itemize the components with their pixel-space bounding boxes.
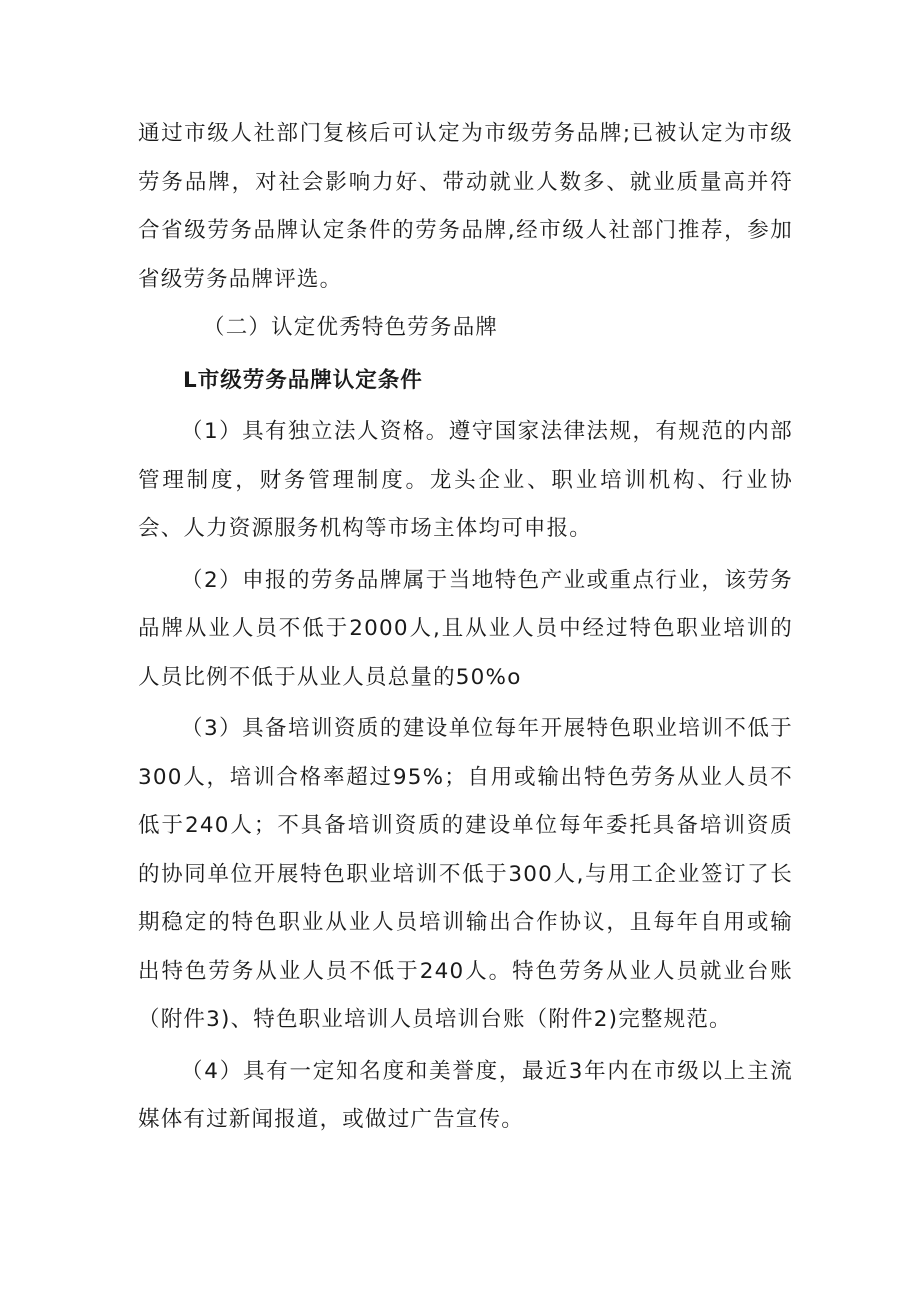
- intro-paragraph: 通过市级人社部门复核后可认定为市级劳务品牌;已被认定为市级劳务品牌，对社会影响力好、带动就业人数多、就业质量高并符合省级劳务品牌认定条件的劳务品牌,经市级人社部门推荐，参加省级劳务品牌评选。: [138, 121, 793, 292]
- document-body: [138, 110, 793, 1145]
- condition-item-2: （2）申报的劳务品牌属于当地特色产业或重点行业，该劳务品牌从业人员不低于2000人,且从业人员中经过特色职业培训的人员比例不低于从业人员总量的50%o: [138, 567, 793, 690]
- condition-item-3: （3）具备培训资质的建设单位每年开展特色职业培训不低于300人，培训合格率超过95%；自用或输出特色劳务从业人员不低于240人；不具备培训资质的建设单位每年委托具备培训资质的协同单位开展特色职业培训不低于300人,与用工企业签订了长期稳定的特色职业从业人员培训输出合作协议，且每年自用或输出特色劳务从业人员不低于240人。特色劳务从业人员就业台账（附件3)、特色职业培训人员培训台账（附件2)完整规范。: [138, 716, 793, 1032]
- condition-item-4: （4）具有一定知名度和美誉度，最近3年内在市级以上主流媒体有过新闻报道，或做过广告宣传。: [138, 1058, 793, 1132]
- condition-item-1: （1）具有独立法人资格。遵守国家法律法规，有规范的内部管理制度，财务管理制度。龙头企业、职业培训机构、行业协会、人力资源服务机构等市场主体均可申报。: [138, 419, 793, 541]
- subsection-heading: L市级劳务品牌认定条件: [183, 367, 423, 393]
- section-heading: （二）认定优秀特色劳务品牌: [203, 315, 499, 340]
